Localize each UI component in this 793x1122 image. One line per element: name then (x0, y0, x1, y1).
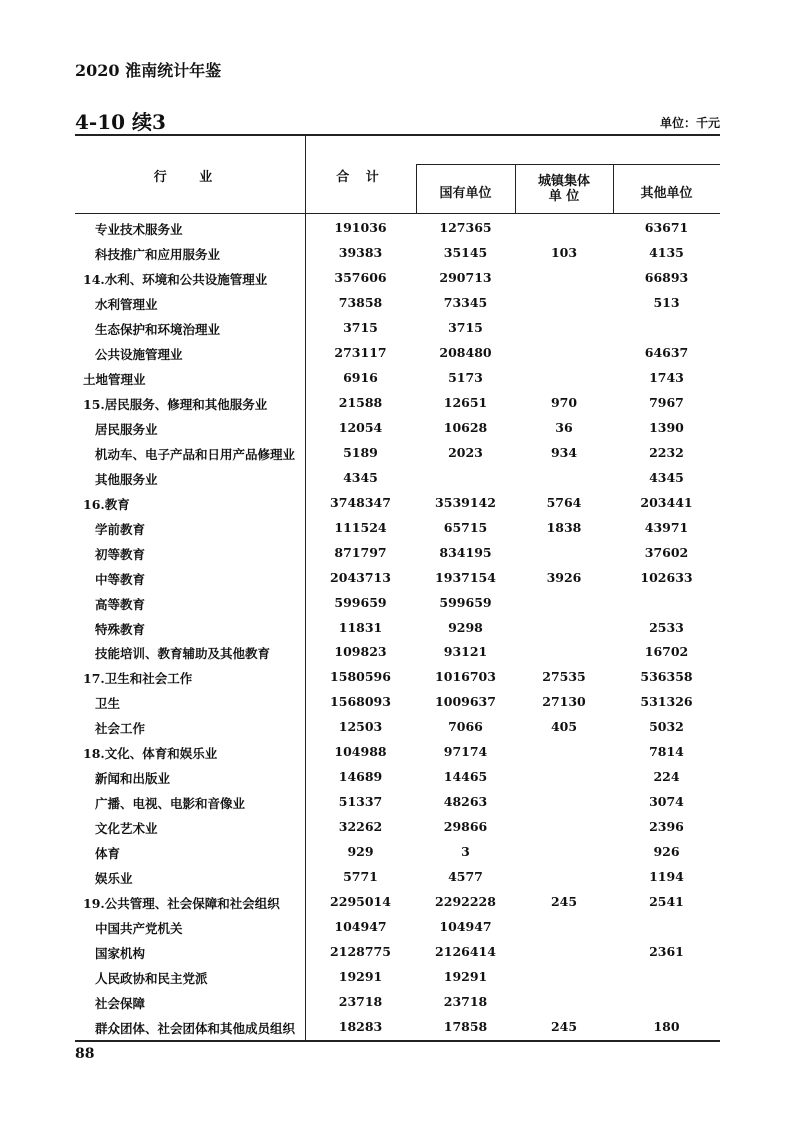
row-total: 111524 (334, 519, 387, 535)
row-state: 17858 (443, 1019, 488, 1034)
row-other: 7967 (649, 394, 684, 410)
row-state: 23718 (443, 994, 488, 1010)
table-row (75, 765, 720, 790)
row-collective: 3926 (546, 569, 582, 585)
row-industry: 人民政协和民主党派 (95, 971, 208, 987)
table-row (75, 740, 720, 765)
row-other: 513 (653, 294, 680, 310)
row-industry: 其他服务业 (95, 471, 158, 487)
row-total: 871797 (334, 544, 387, 560)
row-state: 65715 (443, 519, 488, 535)
row-state: 104947 (439, 919, 492, 935)
row-industry: 文化艺术业 (95, 821, 158, 837)
row-total: 357606 (334, 269, 387, 285)
header-collective-units: 城镇集体 单 位 (537, 174, 590, 204)
row-state: 29866 (443, 819, 488, 835)
table-row (75, 690, 720, 715)
header-total: 合 计 (336, 170, 385, 185)
row-state: 12651 (443, 394, 488, 410)
row-industry: 中国共产党机关 (95, 921, 183, 937)
row-industry: 国家机构 (95, 946, 146, 962)
row-industry: 土地管理业 (83, 371, 146, 387)
table-row (75, 990, 720, 1015)
table-top-rule (75, 134, 720, 136)
row-other: 203441 (640, 494, 693, 510)
row-total: 2043713 (330, 569, 391, 585)
row-state: 73345 (443, 294, 488, 310)
table-row (75, 241, 720, 266)
page-number: 88 (75, 1046, 95, 1062)
row-industry: 社会工作 (95, 721, 146, 737)
row-state: 1016703 (435, 669, 496, 685)
row-industry: 学前教育 (95, 521, 146, 537)
row-industry: 居民服务业 (95, 421, 158, 437)
row-other: 64637 (644, 344, 689, 360)
row-total: 5189 (343, 444, 378, 460)
table-row (75, 591, 720, 616)
row-collective: 245 (550, 894, 578, 910)
row-state: 3715 (448, 319, 483, 335)
row-state: 127365 (439, 220, 492, 235)
row-total: 6916 (343, 369, 378, 385)
table-row (75, 965, 720, 990)
table-row (75, 441, 720, 466)
row-total: 39383 (338, 244, 383, 260)
table-row (75, 316, 720, 341)
row-total: 4345 (343, 469, 378, 485)
row-collective: 970 (550, 394, 578, 410)
row-other: 3074 (649, 794, 684, 810)
table-row (75, 416, 720, 441)
row-other: 2533 (649, 619, 684, 635)
row-state: 2126414 (435, 944, 496, 960)
header-state-units: 国有单位 (439, 186, 492, 201)
table-row (75, 665, 720, 690)
row-state: 19291 (443, 969, 488, 985)
row-industry: 社会保障 (95, 996, 146, 1012)
row-other: 224 (653, 769, 680, 785)
row-other: 4135 (649, 244, 684, 260)
table-row (75, 541, 720, 566)
row-industry: 16.教育 (83, 496, 130, 512)
row-industry: 19.公共管理、社会保障和社会组织 (83, 896, 280, 912)
row-total: 929 (347, 844, 374, 860)
table-row (75, 865, 720, 890)
row-industry: 14.水利、环境和公共设施管理业 (83, 271, 268, 287)
row-state: 4577 (448, 869, 483, 885)
row-industry: 公共设施管理业 (95, 346, 183, 362)
table-row (75, 341, 720, 366)
row-total: 1580596 (330, 669, 391, 685)
table-title: 4-10 续3 (75, 110, 166, 134)
header-bottom-rule (75, 213, 720, 214)
row-other: 1390 (649, 419, 684, 435)
row-total: 73858 (338, 294, 383, 310)
row-other: 2361 (649, 944, 684, 960)
row-other: 1194 (649, 869, 684, 885)
header-industry: 行 业 (153, 170, 227, 185)
row-state: 208480 (439, 344, 492, 360)
row-total: 109823 (334, 644, 387, 660)
row-industry: 娱乐业 (95, 871, 133, 887)
row-total: 104947 (334, 919, 387, 935)
row-total: 21588 (338, 394, 383, 410)
row-other: 102633 (640, 569, 693, 585)
table-row (75, 915, 720, 940)
row-industry: 科技推广和应用服务业 (95, 246, 221, 262)
row-industry: 群众团体、社会团体和其他成员组织 (95, 1021, 296, 1036)
row-other: 536358 (640, 669, 693, 685)
row-total: 23718 (338, 994, 383, 1010)
row-other: 7814 (649, 744, 684, 760)
row-total: 51337 (338, 794, 383, 810)
row-collective: 27130 (542, 694, 586, 710)
row-other: 2541 (649, 894, 684, 910)
table-row (75, 366, 720, 391)
book-title: 2020 淮南统计年鉴 (75, 61, 222, 80)
row-state: 2292228 (435, 894, 496, 910)
row-state: 5173 (448, 369, 483, 385)
table-row (75, 466, 720, 491)
row-state: 1937154 (435, 569, 496, 585)
row-total: 12054 (338, 419, 383, 435)
row-state: 35145 (443, 244, 488, 260)
row-total: 273117 (334, 344, 387, 360)
table-row (75, 890, 720, 915)
row-industry: 专业技术服务业 (95, 222, 183, 237)
row-state: 2023 (448, 444, 483, 460)
row-other: 66893 (644, 269, 689, 285)
row-collective: 934 (550, 444, 578, 460)
row-industry: 广播、电视、电影和音像业 (95, 796, 246, 812)
table-row (75, 790, 720, 815)
table-row (75, 840, 720, 865)
row-total: 11831 (338, 619, 383, 635)
table-row (75, 391, 720, 416)
table-row (75, 291, 720, 316)
row-industry: 卫生 (95, 696, 121, 712)
row-state: 10628 (443, 419, 488, 435)
row-state: 14465 (443, 769, 488, 785)
row-collective: 245 (550, 1019, 578, 1034)
header-other-units: 其他单位 (640, 186, 693, 201)
row-industry: 特殊教育 (95, 621, 146, 637)
table-row (75, 815, 720, 840)
row-other: 43971 (644, 519, 689, 535)
row-industry: 生态保护和环境治理业 (95, 321, 221, 337)
row-industry: 机动车、电子产品和日用产品修理业 (95, 446, 296, 462)
row-total: 104988 (334, 744, 387, 760)
row-other: 63671 (644, 220, 689, 235)
row-total: 2295014 (330, 894, 391, 910)
row-other: 2396 (649, 819, 684, 835)
row-collective: 405 (550, 719, 578, 735)
table-row (75, 616, 720, 641)
row-state: 3539142 (435, 494, 496, 510)
table-title-row (75, 106, 720, 134)
row-industry: 高等教育 (95, 596, 146, 612)
row-collective: 27535 (542, 669, 586, 685)
row-other: 1743 (649, 369, 684, 385)
row-state: 3 (461, 844, 470, 860)
row-industry: 中等教育 (95, 571, 146, 587)
row-industry: 初等教育 (95, 546, 146, 562)
row-state: 9298 (448, 619, 483, 635)
row-other: 531326 (640, 694, 693, 710)
row-collective: 5764 (546, 494, 582, 510)
row-total: 599659 (334, 594, 387, 610)
row-collective: 1838 (546, 519, 582, 535)
row-total: 32262 (338, 819, 383, 835)
row-state: 290713 (439, 269, 492, 285)
row-state: 599659 (439, 594, 492, 610)
row-total: 18283 (338, 1019, 383, 1034)
row-state: 97174 (443, 744, 488, 760)
row-total: 3748347 (330, 494, 391, 510)
row-industry: 15.居民服务、修理和其他服务业 (83, 396, 268, 412)
table-row (75, 216, 720, 241)
row-collective: 36 (555, 419, 573, 435)
row-collective: 103 (550, 244, 578, 260)
row-industry: 体育 (95, 846, 121, 862)
row-state: 1009637 (435, 694, 496, 710)
row-total: 12503 (338, 719, 383, 735)
table-bottom-rule (75, 1040, 720, 1042)
table-row (75, 516, 720, 541)
table-body (75, 216, 720, 1040)
table-row (75, 940, 720, 965)
row-total: 2128775 (330, 944, 391, 960)
row-other: 5032 (649, 719, 684, 735)
row-other: 16702 (644, 644, 689, 660)
row-total: 5771 (343, 869, 378, 885)
row-total: 14689 (338, 769, 383, 785)
table-row (75, 566, 720, 591)
row-other: 926 (653, 844, 680, 860)
table-row (75, 715, 720, 740)
table-row (75, 491, 720, 516)
row-state: 7066 (448, 719, 483, 735)
row-state: 834195 (439, 544, 492, 560)
row-state: 48263 (443, 794, 488, 810)
row-total: 191036 (334, 220, 387, 235)
row-state: 93121 (443, 644, 488, 660)
table-row (75, 1015, 720, 1040)
row-industry: 新闻和出版业 (95, 771, 171, 787)
table-row (75, 640, 720, 665)
row-other: 2232 (649, 444, 684, 460)
row-other: 4345 (649, 469, 684, 485)
row-total: 3715 (343, 319, 378, 335)
row-industry: 18.文化、体育和娱乐业 (83, 746, 218, 762)
row-other: 37602 (644, 544, 689, 560)
row-industry: 技能培训、教育辅助及其他教育 (95, 646, 271, 662)
row-industry: 水利管理业 (95, 296, 158, 312)
row-other: 180 (653, 1019, 680, 1034)
unit-label: 单位：千元 (659, 116, 720, 130)
table-row (75, 266, 720, 291)
row-industry: 17.卫生和社会工作 (83, 671, 193, 687)
row-total: 1568093 (330, 694, 391, 710)
header-group-rule (416, 164, 720, 165)
row-total: 19291 (338, 969, 383, 985)
